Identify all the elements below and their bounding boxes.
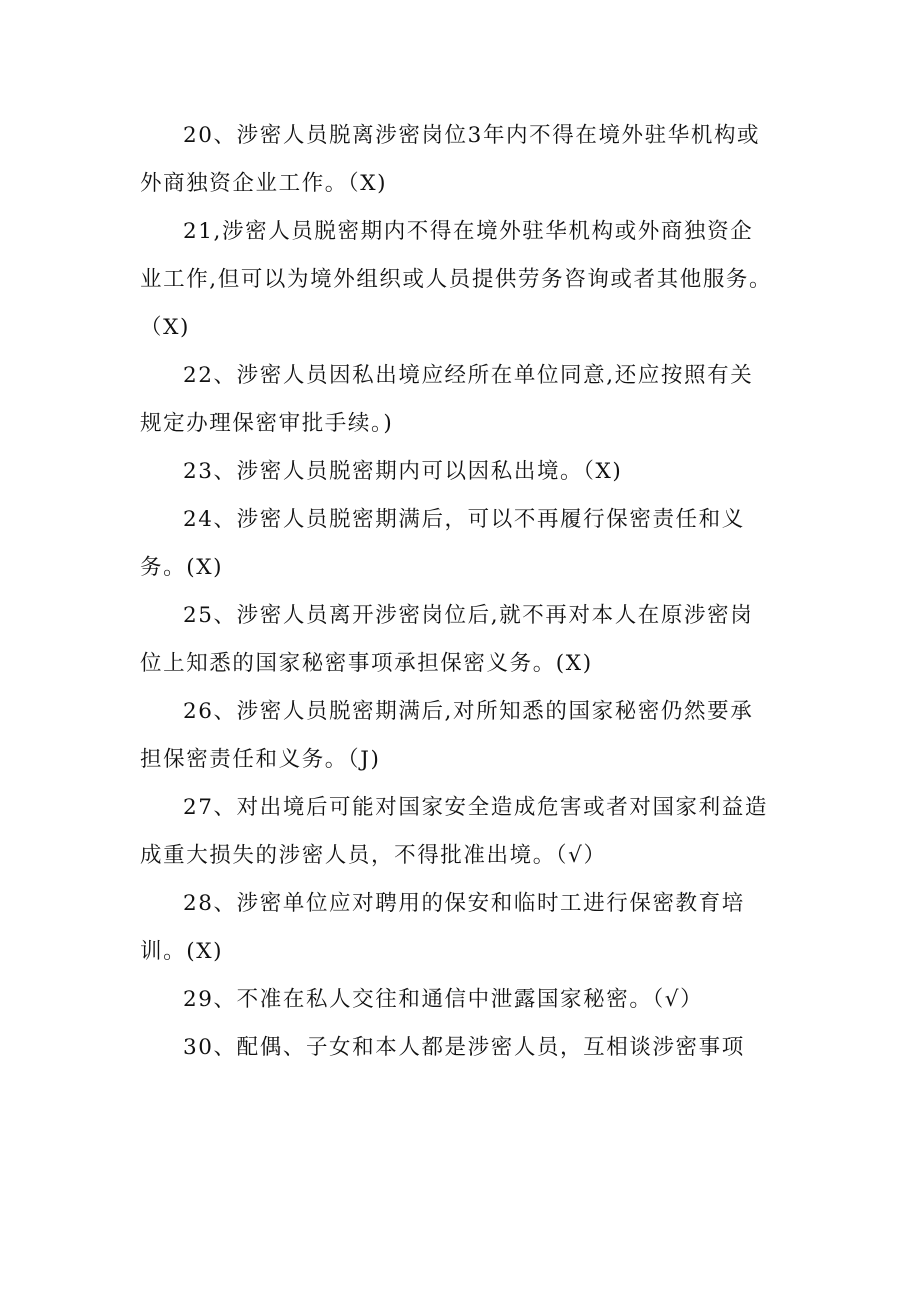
question-28: 28、涉密单位应对聘用的保安和临时工进行保密教育培训。(X) [140, 891, 745, 964]
question-22: 22、涉密人员因私出境应经所在单位同意,还应按照有关规定办理保密审批手续。) [140, 363, 754, 436]
question-29: 29、不准在私人交往和通信中泄露国家秘密。（√） [183, 987, 704, 1012]
question-27: 27、对出境后可能对国家安全造成危害或者对国家利益造成重大损失的涉密人员，不得批准出境。（√） [140, 795, 768, 868]
question-23: 23、涉密人员脱密期内可以因私出境。（X) [183, 459, 623, 484]
question-30: 30、配偶、子女和本人都是涉密人员，互相谈涉密事项 [183, 1035, 745, 1060]
question-21: 21,涉密人员脱密期内不得在境外驻华机构或外商独资企业工作,但可以为境外组织或人员提供劳务咨询或者其他服务。（X) [140, 219, 773, 340]
question-20: 20、涉密人员脱离涉密岗位3年内不得在境外驻华机构或外商独资企业工作。（X) [140, 123, 761, 196]
question-24: 24、涉密人员脱密期满后，可以不再履行保密责任和义务。(X) [140, 507, 745, 580]
question-25: 25、涉密人员离开涉密岗位后,就不再对本人在原涉密岗位上知悉的国家秘密事项承担保密义务。(X) [140, 603, 754, 676]
document-body [140, 112, 774, 1072]
question-26: 26、涉密人员脱密期满后,对所知悉的国家秘密仍然要承担保密责任和义务。（J) [140, 699, 754, 772]
